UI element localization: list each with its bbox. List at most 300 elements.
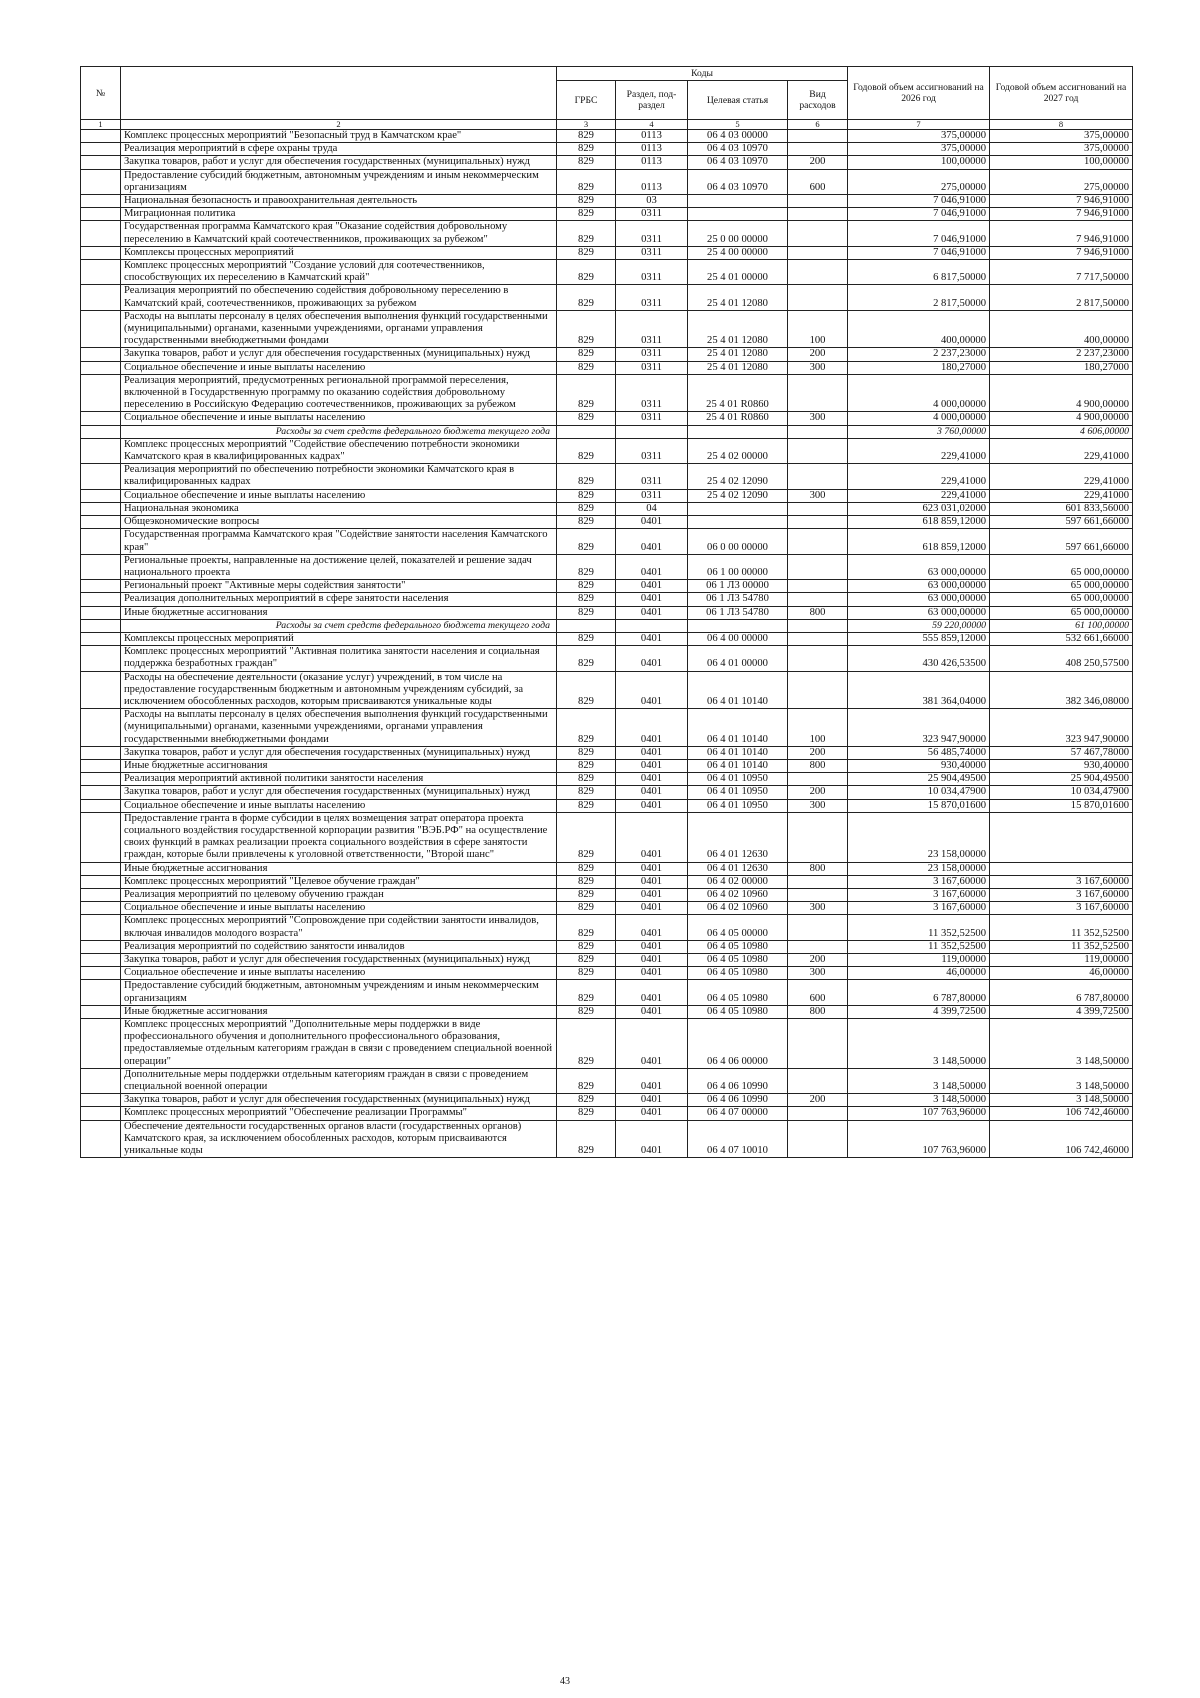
cell-no [81,1120,121,1158]
cell-expense-type: 300 [788,412,848,425]
cell-no [81,208,121,221]
cell-target-article: 06 4 01 12630 [688,862,788,875]
cell-expense-type [788,646,848,671]
cell-no [81,646,121,671]
cell-grbs: 829 [557,374,616,412]
cell-name: Иные бюджетные ассигнования [121,862,557,875]
cell-amount-2026: 623 031,02000 [848,502,990,515]
cell-razdel: 0401 [616,799,688,812]
cell-name: Комплекс процессных мероприятий "Целевое обучение граждан" [121,875,557,888]
cell-target-article: 06 4 01 10140 [688,759,788,772]
table-row [81,361,1133,374]
cell-no [81,143,121,156]
header-no: № [81,67,121,120]
cell-amount-2027: 601 833,56000 [990,502,1133,515]
index-cell: 8 [990,120,1133,130]
cell-razdel: 0311 [616,285,688,310]
cell-amount-2026: 23 158,00000 [848,862,990,875]
cell-name: Социальное обеспечение и иные выплаты населению [121,902,557,915]
cell-amount-2026: 59 220,00000 [848,619,990,632]
cell-grbs: 829 [557,759,616,772]
table-row [81,1120,1133,1158]
cell-no [81,285,121,310]
cell-grbs: 829 [557,888,616,901]
cell-razdel: 0401 [616,516,688,529]
cell-amount-2026: 4 000,00000 [848,412,990,425]
cell-amount-2027: 4 399,72500 [990,1005,1133,1018]
cell-grbs: 829 [557,208,616,221]
cell-amount-2027: 106 742,46000 [990,1120,1133,1158]
cell-no [81,1005,121,1018]
cell-no [81,606,121,619]
cell-razdel: 0401 [616,915,688,940]
cell-no [81,260,121,285]
table-body [81,130,1133,1158]
cell-amount-2026: 6 787,80000 [848,980,990,1005]
cell-expense-type: 800 [788,759,848,772]
cell-expense-type [788,425,848,438]
cell-expense-type [788,221,848,246]
cell-razdel: 0401 [616,1005,688,1018]
cell-expense-type [788,1019,848,1069]
cell-grbs: 829 [557,169,616,194]
cell-expense-type: 300 [788,902,848,915]
cell-target-article: 06 4 02 00000 [688,875,788,888]
cell-target-article: 06 4 00 00000 [688,632,788,645]
cell-grbs: 829 [557,1019,616,1069]
cell-amount-2027: 65 000,00000 [990,593,1133,606]
cell-expense-type [788,619,848,632]
table-row [81,1019,1133,1069]
cell-expense-type: 200 [788,348,848,361]
budget-page [80,66,1132,1158]
cell-name: Расходы на обеспечение деятельности (оказание услуг) учреждений, в том числе на предоставление государственным бюджетным и автономным учреждениям субсидий, за исключением обособленных расходов, которым присваиваются уникальные коды [121,671,557,709]
cell-target-article: 06 4 03 10970 [688,169,788,194]
cell-grbs: 829 [557,130,616,143]
cell-amount-2026: 3 148,50000 [848,1019,990,1069]
cell-razdel: 0401 [616,593,688,606]
cell-amount-2027: 65 000,00000 [990,606,1133,619]
cell-amount-2026: 229,41000 [848,489,990,502]
cell-target-article: 06 4 03 00000 [688,130,788,143]
cell-no [81,967,121,980]
cell-name: Иные бюджетные ассигнования [121,1005,557,1018]
cell-name: Региональный проект "Активные меры содействия занятости" [121,580,557,593]
cell-grbs [557,619,616,632]
cell-grbs: 829 [557,954,616,967]
cell-razdel: 0311 [616,438,688,463]
federal-budget-row [81,425,1133,438]
table-row [81,130,1133,143]
cell-amount-2026: 430 426,53500 [848,646,990,671]
cell-amount-2026: 229,41000 [848,438,990,463]
cell-amount-2026: 4 399,72500 [848,1005,990,1018]
cell-target-article: 06 4 01 10950 [688,799,788,812]
cell-amount-2027: 930,40000 [990,759,1133,772]
cell-grbs: 829 [557,502,616,515]
cell-name: Реализация мероприятий активной политики занятости населения [121,773,557,786]
cell-grbs: 829 [557,1005,616,1018]
cell-razdel: 0401 [616,746,688,759]
table-row [81,1094,1133,1107]
cell-amount-2026: 7 046,91000 [848,195,990,208]
index-cell: 2 [121,120,557,130]
cell-expense-type [788,888,848,901]
cell-grbs: 829 [557,967,616,980]
cell-name: Закупка товаров, работ и услуг для обеспечения государственных (муниципальных) нужд [121,954,557,967]
table-row [81,260,1133,285]
cell-grbs: 829 [557,412,616,425]
cell-razdel: 0311 [616,246,688,259]
cell-target-article: 06 0 00 00000 [688,529,788,554]
cell-target-article: 06 4 03 10970 [688,156,788,169]
cell-razdel: 0311 [616,221,688,246]
cell-target-article: 06 4 05 10980 [688,940,788,953]
cell-target-article: 06 4 05 10980 [688,954,788,967]
cell-grbs: 829 [557,143,616,156]
cell-name: Комплекс процессных мероприятий "Безопасный труд в Камчатском крае" [121,130,557,143]
cell-amount-2026: 63 000,00000 [848,606,990,619]
cell-razdel: 0311 [616,348,688,361]
cell-name: Государственная программа Камчатского края "Оказание содействия добровольному переселению в Камчатский край соотечественников, проживающих за рубежом" [121,221,557,246]
cell-expense-type: 300 [788,799,848,812]
table-row [81,915,1133,940]
cell-no [81,1094,121,1107]
cell-name: Комплекс процессных мероприятий "Сопровождение при содействии занятости инвалидов, включая инвалидов молодого возраста" [121,915,557,940]
cell-amount-2026: 7 046,91000 [848,246,990,259]
cell-amount-2026: 63 000,00000 [848,580,990,593]
budget-table [80,66,1133,1158]
cell-expense-type: 300 [788,489,848,502]
cell-amount-2027: 229,41000 [990,489,1133,502]
table-row [81,812,1133,862]
cell-name: Комплекс процессных мероприятий "Обеспечение реализации Программы" [121,1107,557,1120]
cell-expense-type [788,812,848,862]
cell-grbs: 829 [557,348,616,361]
cell-amount-2027: 7 946,91000 [990,208,1133,221]
header-expense-type: Вид расходов [788,81,848,120]
table-row [81,221,1133,246]
federal-budget-row [81,619,1133,632]
cell-amount-2027: 61 100,00000 [990,619,1133,632]
cell-razdel: 0311 [616,208,688,221]
cell-expense-type: 100 [788,310,848,348]
table-row [81,348,1133,361]
cell-no [81,130,121,143]
cell-grbs: 829 [557,915,616,940]
cell-razdel: 0311 [616,361,688,374]
cell-name: Иные бюджетные ассигнования [121,606,557,619]
cell-name: Национальная экономика [121,502,557,515]
cell-target-article: 25 4 02 00000 [688,438,788,463]
cell-amount-2027: 57 467,78000 [990,746,1133,759]
table-row [81,529,1133,554]
cell-amount-2027: 3 148,50000 [990,1068,1133,1093]
cell-no [81,812,121,862]
cell-no [81,580,121,593]
cell-amount-2026: 3 760,00000 [848,425,990,438]
cell-grbs: 829 [557,580,616,593]
cell-target-article: 25 4 01 12080 [688,348,788,361]
cell-target-article: 25 4 01 R0860 [688,412,788,425]
cell-name: Реализация мероприятий в сфере охраны труда [121,143,557,156]
cell-name: Закупка товаров, работ и услуг для обеспечения государственных (муниципальных) нужд [121,156,557,169]
cell-amount-2026: 555 859,12000 [848,632,990,645]
cell-grbs: 829 [557,709,616,747]
cell-grbs: 829 [557,529,616,554]
cell-amount-2026: 2 237,23000 [848,348,990,361]
cell-target-article: 06 1 Л3 54780 [688,593,788,606]
cell-name: Реализация мероприятий по обеспечению содействия добровольному переселению в Камчатский край, соотечественников, проживающих за рубежом [121,285,557,310]
cell-amount-2027: 229,41000 [990,438,1133,463]
table-row [81,773,1133,786]
table-row [81,632,1133,645]
cell-name: Расходы на выплаты персоналу в целях обеспечения выполнения функций государственными (муниципальными) органами, казенными учреждениями, органами управления государственными внебюджетными фондами [121,310,557,348]
cell-amount-2026: 3 167,60000 [848,902,990,915]
cell-no [81,516,121,529]
cell-target-article: 06 4 01 10950 [688,773,788,786]
cell-expense-type [788,632,848,645]
cell-no [81,1107,121,1120]
cell-razdel: 0401 [616,1094,688,1107]
cell-name: Расходы на выплаты персоналу в целях обеспечения выполнения функций государственными (муниципальными) органами, казенными учреждениями, органами управления государственными внебюджетными фондами [121,709,557,747]
cell-no [81,709,121,747]
table-row [81,940,1133,953]
table-row [81,143,1133,156]
table-row [81,593,1133,606]
cell-grbs: 829 [557,464,616,489]
cell-grbs: 829 [557,438,616,463]
cell-no [81,593,121,606]
cell-target-article: 06 4 06 10990 [688,1068,788,1093]
cell-target-article: 06 4 01 10140 [688,671,788,709]
cell-amount-2027: 3 148,50000 [990,1019,1133,1069]
cell-razdel: 0401 [616,786,688,799]
cell-name: Региональные проекты, направленные на достижение целей, показателей и решение задач национального проекта [121,554,557,579]
table-row [81,580,1133,593]
cell-razdel: 0401 [616,812,688,862]
cell-razdel: 0311 [616,464,688,489]
cell-razdel: 0401 [616,980,688,1005]
cell-razdel: 0401 [616,1019,688,1069]
cell-no [81,246,121,259]
cell-target-article: 25 4 02 12090 [688,464,788,489]
table-row [81,967,1133,980]
cell-razdel: 0401 [616,967,688,980]
cell-target-article: 06 4 05 10980 [688,1005,788,1018]
cell-grbs: 829 [557,671,616,709]
cell-grbs: 829 [557,554,616,579]
cell-expense-type [788,285,848,310]
cell-name: Комплекс процессных мероприятий "Содействие обеспечению потребности экономики Камчатского края в квалифицированных кадрах" [121,438,557,463]
cell-expense-type: 800 [788,1005,848,1018]
cell-target-article [688,502,788,515]
header-codes: Коды [557,67,848,81]
cell-name: Иные бюджетные ассигнования [121,759,557,772]
cell-target-article: 06 4 01 00000 [688,646,788,671]
cell-grbs: 829 [557,260,616,285]
cell-razdel [616,425,688,438]
cell-no [81,799,121,812]
cell-target-article: 06 1 Л3 00000 [688,580,788,593]
cell-name: Предоставление гранта в форме субсидии в целях возмещения затрат оператора проекта социального воздействия государственной корпорации развития "ВЭБ.РФ" на осуществление своих функций в рамках реализации проекта социального воздействия в сфере занятости граждан, которые были привлечены к уголовной ответственности, "Второй шанс" [121,812,557,862]
table-row [81,671,1133,709]
cell-amount-2027: 2 237,23000 [990,348,1133,361]
cell-target-article: 25 0 00 00000 [688,221,788,246]
cell-target-article [688,619,788,632]
cell-target-article: 06 4 06 10990 [688,1094,788,1107]
table-row [81,489,1133,502]
cell-amount-2026: 930,40000 [848,759,990,772]
cell-amount-2027: 180,27000 [990,361,1133,374]
cell-amount-2027: 375,00000 [990,143,1133,156]
cell-razdel: 0113 [616,130,688,143]
header-grbs: ГРБС [557,81,616,120]
cell-amount-2027: 11 352,52500 [990,940,1133,953]
header-target-article: Целевая статья [688,81,788,120]
cell-amount-2027: 2 817,50000 [990,285,1133,310]
cell-grbs: 829 [557,195,616,208]
table-row [81,438,1133,463]
cell-name: Реализация мероприятий по содействию занятости инвалидов [121,940,557,953]
cell-amount-2027: 65 000,00000 [990,580,1133,593]
header-razdel: Раздел, под-раздел [616,81,688,120]
cell-amount-2027: 106 742,46000 [990,1107,1133,1120]
cell-amount-2026: 618 859,12000 [848,529,990,554]
header-index-row [81,120,1133,130]
cell-expense-type [788,529,848,554]
cell-target-article: 06 4 05 10980 [688,980,788,1005]
cell-target-article: 25 4 01 R0860 [688,374,788,412]
cell-expense-type: 600 [788,980,848,1005]
cell-no [81,1068,121,1093]
cell-expense-type [788,875,848,888]
table-row [81,799,1133,812]
table-row [81,208,1133,221]
cell-expense-type [788,130,848,143]
cell-no [81,773,121,786]
cell-expense-type [788,246,848,259]
cell-name: Государственная программа Камчатского края "Содействие занятости населения Камчатского края" [121,529,557,554]
cell-amount-2027: 597 661,66000 [990,529,1133,554]
index-cell: 1 [81,120,121,130]
cell-grbs: 829 [557,285,616,310]
cell-name: Комплекс процессных мероприятий "Активная политика занятости населения и социальная поддержка безработных граждан" [121,646,557,671]
cell-amount-2026: 400,00000 [848,310,990,348]
cell-name: Обеспечение деятельности государственных органов власти (государственных органов) Камчатского края, за исключением обособленных расходов, которым присваиваются уникальные коды [121,1120,557,1158]
cell-amount-2027: 375,00000 [990,130,1133,143]
cell-no [81,425,121,438]
cell-expense-type: 200 [788,786,848,799]
cell-no [81,902,121,915]
table-row [81,954,1133,967]
cell-name: Комплекс процессных мероприятий "Дополнительные меры поддержки в виде профессионального обучения и дополнительного профессионального образования, предоставляемые отдельным категориям граждан в связи с проведением специальной военной операции" [121,1019,557,1069]
page-number: 43 [560,1676,570,1687]
cell-target-article: 06 1 Л3 54780 [688,606,788,619]
table-row [81,980,1133,1005]
cell-expense-type: 100 [788,709,848,747]
cell-grbs: 829 [557,980,616,1005]
cell-grbs: 829 [557,361,616,374]
cell-expense-type [788,502,848,515]
cell-amount-2026: 618 859,12000 [848,516,990,529]
cell-grbs: 829 [557,940,616,953]
cell-expense-type: 800 [788,862,848,875]
cell-razdel: 0401 [616,888,688,901]
table-row [81,746,1133,759]
cell-no [81,875,121,888]
cell-grbs: 829 [557,902,616,915]
cell-expense-type [788,773,848,786]
cell-amount-2026: 119,00000 [848,954,990,967]
cell-amount-2027: 6 787,80000 [990,980,1133,1005]
cell-expense-type [788,580,848,593]
cell-razdel: 0401 [616,773,688,786]
cell-amount-2026: 275,00000 [848,169,990,194]
cell-amount-2026: 11 352,52500 [848,940,990,953]
cell-grbs: 829 [557,799,616,812]
cell-target-article: 06 4 02 10960 [688,888,788,901]
cell-no [81,221,121,246]
cell-amount-2027: 7 946,91000 [990,246,1133,259]
cell-no [81,156,121,169]
table-row [81,516,1133,529]
cell-amount-2026: 323 947,90000 [848,709,990,747]
cell-no [81,862,121,875]
cell-no [81,554,121,579]
cell-amount-2027: 3 167,60000 [990,902,1133,915]
cell-amount-2026: 229,41000 [848,464,990,489]
cell-name: Закупка товаров, работ и услуг для обеспечения государственных (муниципальных) нужд [121,746,557,759]
cell-target-article: 06 4 01 12630 [688,812,788,862]
cell-no [81,348,121,361]
cell-grbs [557,425,616,438]
cell-no [81,980,121,1005]
cell-amount-2026: 100,00000 [848,156,990,169]
cell-no [81,361,121,374]
table-row [81,862,1133,875]
cell-grbs: 829 [557,632,616,645]
cell-amount-2027 [990,862,1133,875]
cell-amount-2027: 15 870,01600 [990,799,1133,812]
cell-amount-2026: 107 763,96000 [848,1120,990,1158]
cell-expense-type: 200 [788,1094,848,1107]
cell-amount-2027: 597 661,66000 [990,516,1133,529]
cell-no [81,632,121,645]
cell-expense-type [788,1120,848,1158]
cell-grbs: 829 [557,1120,616,1158]
cell-amount-2026: 46,00000 [848,967,990,980]
cell-amount-2027: 7 946,91000 [990,195,1133,208]
cell-amount-2026: 63 000,00000 [848,554,990,579]
cell-expense-type [788,593,848,606]
cell-amount-2026: 107 763,96000 [848,1107,990,1120]
index-cell: 4 [616,120,688,130]
cell-target-article: 25 4 02 12090 [688,489,788,502]
cell-target-article: 06 4 03 10970 [688,143,788,156]
cell-no [81,746,121,759]
cell-amount-2027: 275,00000 [990,169,1133,194]
cell-target-article [688,195,788,208]
cell-razdel: 0401 [616,671,688,709]
cell-target-article: 06 4 05 10980 [688,967,788,980]
table-row [81,464,1133,489]
cell-name: Закупка товаров, работ и услуг для обеспечения государственных (муниципальных) нужд [121,1094,557,1107]
cell-no [81,671,121,709]
cell-no [81,954,121,967]
cell-grbs: 829 [557,1068,616,1093]
index-cell: 5 [688,120,788,130]
